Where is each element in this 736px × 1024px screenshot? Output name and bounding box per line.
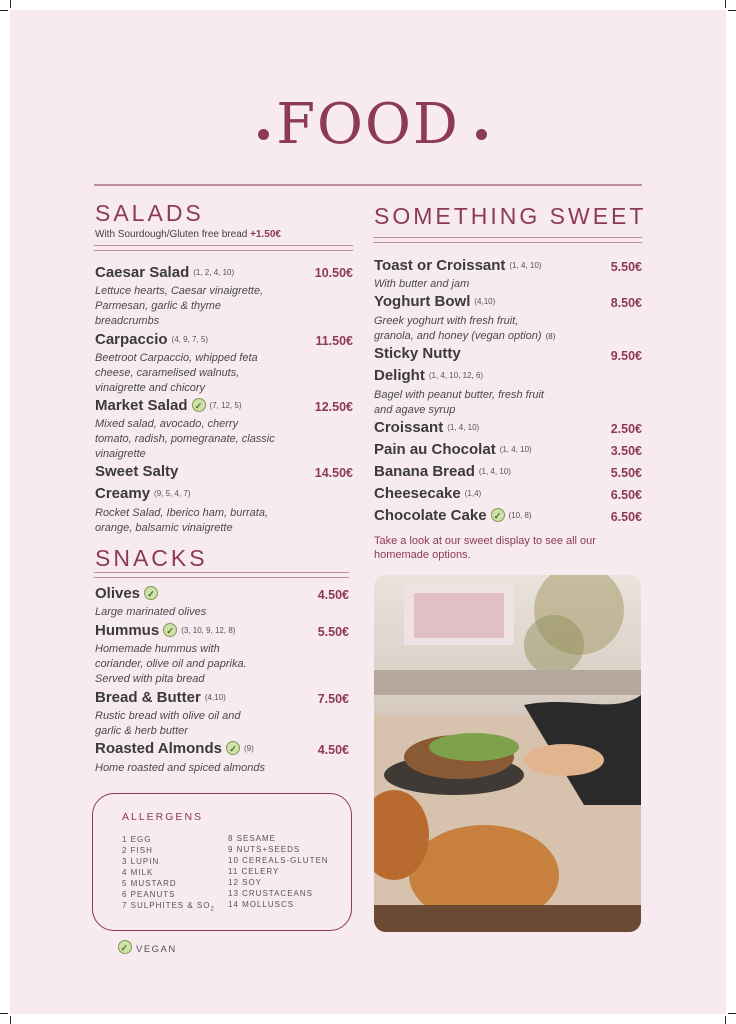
bread-butter-name: Bread & Butter (4,10) bbox=[95, 689, 226, 706]
allergen-codes: (9, 5, 4, 7) bbox=[154, 489, 191, 498]
pain-au-chocolat-name: Pain au Chocolat (1, 4, 10) bbox=[374, 441, 532, 458]
sweet-salty-name: Sweet Salty bbox=[95, 463, 179, 480]
vegan-leaf-icon: ✓ bbox=[226, 741, 240, 755]
cheesecake-price: 6.50€ bbox=[610, 488, 642, 502]
roasted-almonds-price: 4.50€ bbox=[317, 743, 349, 757]
crop-mark bbox=[728, 1013, 736, 1014]
caesar-salad-desc: Lettuce hearts, Caesar vinaigrette, Parmesan, garlic & thyme breadcrumbs bbox=[95, 285, 264, 327]
caesar-salad-price: 10.50€ bbox=[314, 266, 353, 280]
snacks-divider bbox=[94, 572, 349, 578]
pain-au-chocolat-price: 3.50€ bbox=[610, 444, 642, 458]
allergens-heading: ALLERGENS bbox=[122, 811, 204, 823]
allergen-codes: (1, 4, 10) bbox=[478, 467, 511, 476]
market-salad-price: 12.50€ bbox=[314, 400, 353, 414]
allergens-list-1: 1 EGG 2 FISH 3 LUPIN 4 MILK 5 MUSTARD 6 PEANUTS 7 SULPHITES & $SO_2$ bbox=[122, 835, 215, 913]
olives-price: 4.50€ bbox=[317, 588, 349, 602]
vegan-legend bbox=[118, 940, 177, 955]
bread-butter-price: 7.50€ bbox=[317, 692, 349, 706]
title-divider bbox=[94, 184, 642, 186]
crop-mark bbox=[10, 0, 11, 8]
sticky-nutty-desc: Bagel with peanut butter, fresh fruit and agave syrup bbox=[374, 389, 544, 416]
allergen-codes: (1, 4, 10) bbox=[509, 261, 542, 270]
sweet-salty-price: 14.50€ bbox=[314, 466, 353, 480]
food-photo bbox=[374, 575, 641, 932]
allergen-codes: (4, 9, 7, 5) bbox=[171, 335, 209, 344]
crop-mark bbox=[725, 0, 726, 8]
bread-note-price: +1.50€ bbox=[250, 229, 281, 240]
allergen-codes: (1, 4, 10, 12, 6) bbox=[428, 371, 484, 380]
yoghurt-bowl-name: Yoghurt Bowl (4,10) bbox=[374, 293, 496, 310]
crop-mark bbox=[10, 1016, 11, 1024]
snacks-heading: SNACKS bbox=[95, 545, 208, 571]
vegan-label: VEGAN bbox=[136, 944, 177, 955]
allergen-codes: (8) bbox=[545, 332, 556, 341]
hummus-desc: Homemade hummus with coriander, olive oil and paprika. Served with pita bread bbox=[95, 643, 247, 685]
olives-desc: Large marinated olives bbox=[95, 606, 207, 618]
yoghurt-bowl-price: 8.50€ bbox=[610, 296, 642, 310]
banana-bread-price: 5.50€ bbox=[610, 466, 642, 480]
allergen-codes: (1, 4, 10) bbox=[447, 423, 480, 432]
allergen-codes: (4,10) bbox=[204, 693, 226, 702]
roasted-almonds-name: Roasted Almonds ✓ (9) bbox=[95, 740, 254, 757]
delight-name: Delight (1, 4, 10, 12, 6) bbox=[374, 367, 484, 384]
market-salad-name: Market Salad ✓ (7, 12, 5) bbox=[95, 397, 242, 414]
allergen-codes: (3, 10, 9, 12, 8) bbox=[181, 626, 236, 635]
allergen-codes: (1, 4, 10) bbox=[499, 445, 532, 454]
sweet-display-note: Take a look at our sweet display to see all our homemade options. bbox=[374, 535, 596, 561]
roasted-almonds-desc: Home roasted and spiced almonds bbox=[95, 762, 265, 774]
vegan-leaf-icon: ✓ bbox=[163, 623, 177, 637]
allergen-codes: (1,4) bbox=[464, 489, 482, 498]
vegan-leaf-icon: ✓ bbox=[144, 586, 158, 600]
market-salad-desc: Mixed salad, avocado, cherry tomato, radish, pomegranate, classic vinaigrette bbox=[95, 418, 275, 460]
bread-butter-desc: Rustic bread with olive oil and garlic & herb butter bbox=[95, 710, 241, 737]
hummus-name: Hummus ✓ (3, 10, 9, 12, 8) bbox=[95, 622, 236, 639]
cheesecake-name: Cheesecake (1,4) bbox=[374, 485, 482, 502]
caesar-salad-name: Caesar Salad (1, 2, 4, 10) bbox=[95, 264, 235, 281]
carpaccio-desc: Beetroot Carpaccio, whipped feta cheese, caramelised walnuts, vinaigrette and chicory bbox=[95, 352, 258, 394]
sticky-nutty-price: 9.50€ bbox=[610, 349, 642, 363]
sweet-salty-desc: Rocket Salad, Iberico ham, burrata, orange, balsamic vinaigrette bbox=[95, 507, 269, 534]
title-dot-right bbox=[476, 129, 487, 140]
allergen-codes: (9) bbox=[243, 744, 254, 753]
carpaccio-name: Carpaccio (4, 9, 7, 5) bbox=[95, 331, 209, 348]
toast-croissant-desc: With butter and jam bbox=[374, 278, 470, 290]
chocolate-cake-name: Chocolate Cake ✓ (10, 8) bbox=[374, 507, 532, 524]
olives-name: Olives ✓ bbox=[95, 585, 158, 602]
banana-bread-name: Banana Bread (1, 4, 10) bbox=[374, 463, 511, 480]
bread-note-text: With Sourdough/Gluten free bread bbox=[95, 229, 251, 240]
sweet-divider bbox=[373, 237, 642, 243]
food-photo-art bbox=[374, 575, 641, 932]
creamy-name: Creamy (9, 5, 4, 7) bbox=[95, 485, 191, 502]
vegan-leaf-icon: ✓ bbox=[491, 508, 505, 522]
allergen-codes: (1, 2, 4, 10) bbox=[193, 268, 235, 277]
salads-heading: SALADS bbox=[95, 200, 204, 226]
croissant-price: 2.50€ bbox=[610, 422, 642, 436]
crop-mark bbox=[728, 10, 736, 11]
toast-croissant-name: Toast or Croissant (1, 4, 10) bbox=[374, 257, 542, 274]
croissant-name: Croissant (1, 4, 10) bbox=[374, 419, 480, 436]
allergen-codes: (10, 8) bbox=[508, 511, 532, 520]
crop-mark bbox=[0, 1013, 8, 1014]
salads-bread-note bbox=[95, 229, 281, 240]
salads-divider bbox=[94, 245, 353, 251]
chocolate-cake-price: 6.50€ bbox=[610, 510, 642, 524]
allergen-codes: (4,10) bbox=[474, 297, 496, 306]
page-title: FOOD bbox=[276, 92, 460, 157]
allergens-list-2: 8 SESAME 9 NUTS+SEEDS 10 CEREALS-GLUTEN 11 CELERY 12 SOY 13 CRUSTACEANS 14 MOLLUSCS bbox=[228, 834, 329, 909]
crop-mark bbox=[0, 10, 8, 11]
vegan-leaf-icon: ✓ bbox=[192, 398, 206, 412]
toast-croissant-price: 5.50€ bbox=[610, 260, 642, 274]
carpaccio-price: 11.50€ bbox=[315, 334, 353, 348]
allergen-codes: (7, 12, 5) bbox=[209, 401, 242, 410]
hummus-price: 5.50€ bbox=[317, 625, 349, 639]
sticky-nutty-name: Sticky Nutty bbox=[374, 345, 461, 362]
crop-mark bbox=[725, 1016, 726, 1024]
sweet-heading: SOMETHING SWEET bbox=[374, 203, 647, 229]
yoghurt-bowl-desc: Greek yoghurt with fresh fruit, granola, and honey (vegan option) (8) bbox=[374, 315, 556, 342]
leaf-icon: ✓ bbox=[118, 940, 132, 954]
